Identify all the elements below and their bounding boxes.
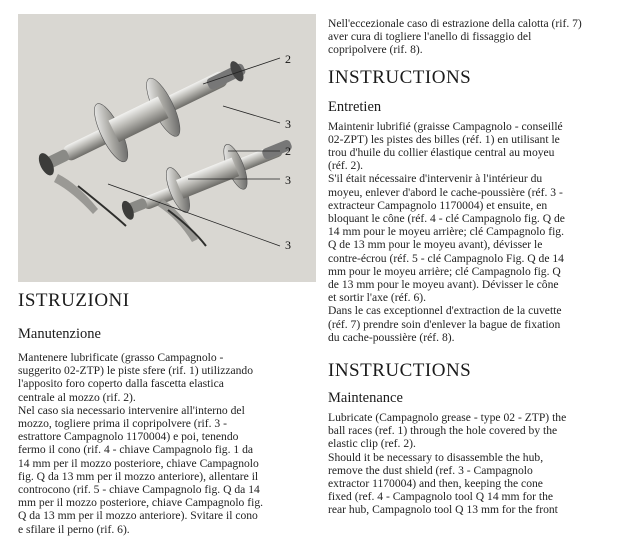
body-text-en (328, 411, 628, 517)
subheading-en: Maintenance (328, 390, 403, 407)
text-line: Should it be necessary to disassemble the hub, (328, 450, 544, 464)
text-line: de 13 mm pour le moyeu avant). Dévisser le cône (328, 278, 559, 292)
text-line: controcono (rif. 5 - chiave Campagnolo fig. Q da 14 (18, 483, 260, 497)
section-heading-fr: INSTRUCTIONS (328, 66, 472, 88)
callout-label: 3 (285, 117, 291, 131)
text-line: aver cura di togliere l'anello di fissaggio del (328, 30, 532, 44)
text-line: contre-écrou (réf. 5 - clé Campagnolo Fig. Q de 14 (328, 251, 564, 265)
hub-illustration (18, 14, 316, 282)
section-heading-it: ISTRUZIONI (18, 290, 130, 311)
subheading-it: Manutenzione (18, 326, 101, 342)
text-line: et sortir l'axe (réf. 6). (328, 291, 427, 305)
text-line: Dans le cas exceptionnel d'extraction de la cuvette (328, 304, 562, 318)
text-line: mozzo, togliere prima il copripolvere (rif. 3 - (18, 417, 227, 431)
text-line: Mantenere lubrificate (grasso Campagnolo - (18, 351, 224, 364)
text-line: suggerito 02-ZTP) le piste sfere (rif. 1) utilizzando (18, 364, 254, 378)
text-line: fig. Q da 13 mm per il mozzo anteriore), allentare il (18, 469, 259, 483)
hub-photo (18, 14, 316, 282)
text-line: 02-ZPT) les pistes des billes (réf. 1) en utilisant le (328, 132, 560, 146)
text-line: fixed (ref. 4 - Campagnolo tool Q 14 mm for the (328, 490, 554, 504)
text-line: 14 mm pour le moyeu arrière; clé Campagnolo fig. (328, 225, 564, 239)
text-line: fermo il cono (rif. 4 - chiave Campagnolo fig. 1 da (18, 443, 254, 457)
callout-label: 3 (285, 173, 291, 187)
text-line: (réf. 2). (328, 159, 364, 173)
italian-section (18, 290, 318, 536)
text-line: Q de 13 mm pour le moyeu avant), dévisser le (328, 238, 543, 252)
callout-label: 2 (285, 52, 291, 66)
text-line: elastic clip (ref. 2). (328, 437, 416, 451)
text-line: Nell'eccezionale caso di estrazione della calotta (rif. 7) (328, 17, 582, 30)
subheading-fr: Entretien (328, 98, 382, 115)
callout-label: 2 (285, 144, 291, 158)
callout-label: 3 (285, 238, 291, 252)
section-heading-en: INSTRUCTIONS (328, 360, 472, 382)
text-line: e sfilare il perno (rif. 6). (18, 522, 130, 536)
text-line: S'il était nécessaire d'intervenir à l'intérieur du (328, 172, 543, 186)
text-line: remove the dust shield (ref. 3 - Campagnolo (328, 463, 533, 477)
text-line: extractor 1170004) and then, keeping the cone (328, 477, 543, 491)
text-line: mm per il mozzo posteriore, chiave Campagnolo fig. (18, 496, 264, 510)
text-line: Q da 13 mm per il mozzo anteriore). Svitare il cono (18, 509, 258, 523)
text-line: trou d'huile du collier élastique central au moyeu (328, 146, 555, 160)
text-line: rear hub, Campagnolo tool Q 13 mm for the front (328, 503, 558, 517)
text-line: moyeu, enlever d'abord le cache-poussière (réf. 3 - (328, 185, 563, 199)
body-text-it (18, 351, 318, 536)
front-hub (114, 122, 300, 234)
text-line: Maintenir lubrifié (graisse Campagnolo - conseillé (328, 119, 563, 133)
text-line: l'apposito foro coperto dalla fascetta elastica (18, 377, 224, 391)
text-line: copripolvere (rif. 8). (328, 43, 423, 57)
french-english-section (328, 17, 628, 517)
body-text-fr (328, 120, 628, 344)
text-line: mm pour le moyeu arrière; clé Campagnolo fig. Q (328, 264, 561, 278)
text-line: du cache-poussière (réf. 8). (328, 330, 455, 344)
intro-text (328, 17, 628, 57)
text-line: (réf. 7) prendre soin d'enlever la bague de fixation (328, 317, 561, 331)
text-line: Lubricate (Campagnolo grease - type 02 - ZTP) the (328, 411, 567, 425)
text-line: ball races (ref. 1) through the hole covered by the (328, 424, 558, 438)
text-line: extracteur Campagnolo 1170004) et ensuite, en (328, 198, 548, 212)
text-line: centrale al mozzo (rif. 2). (18, 390, 136, 404)
text-line: 14 mm per il mozzo posteriore, chiave Campagnolo (18, 456, 259, 470)
text-line: Nel caso sia necessario intervenire all'interno del (18, 403, 245, 417)
text-line: estrattore Campagnolo 1170004) e poi, tenendo (18, 430, 239, 444)
text-line: bloquant le cône (réf. 4 - clé Campagnolo fig. Q de (328, 212, 565, 226)
